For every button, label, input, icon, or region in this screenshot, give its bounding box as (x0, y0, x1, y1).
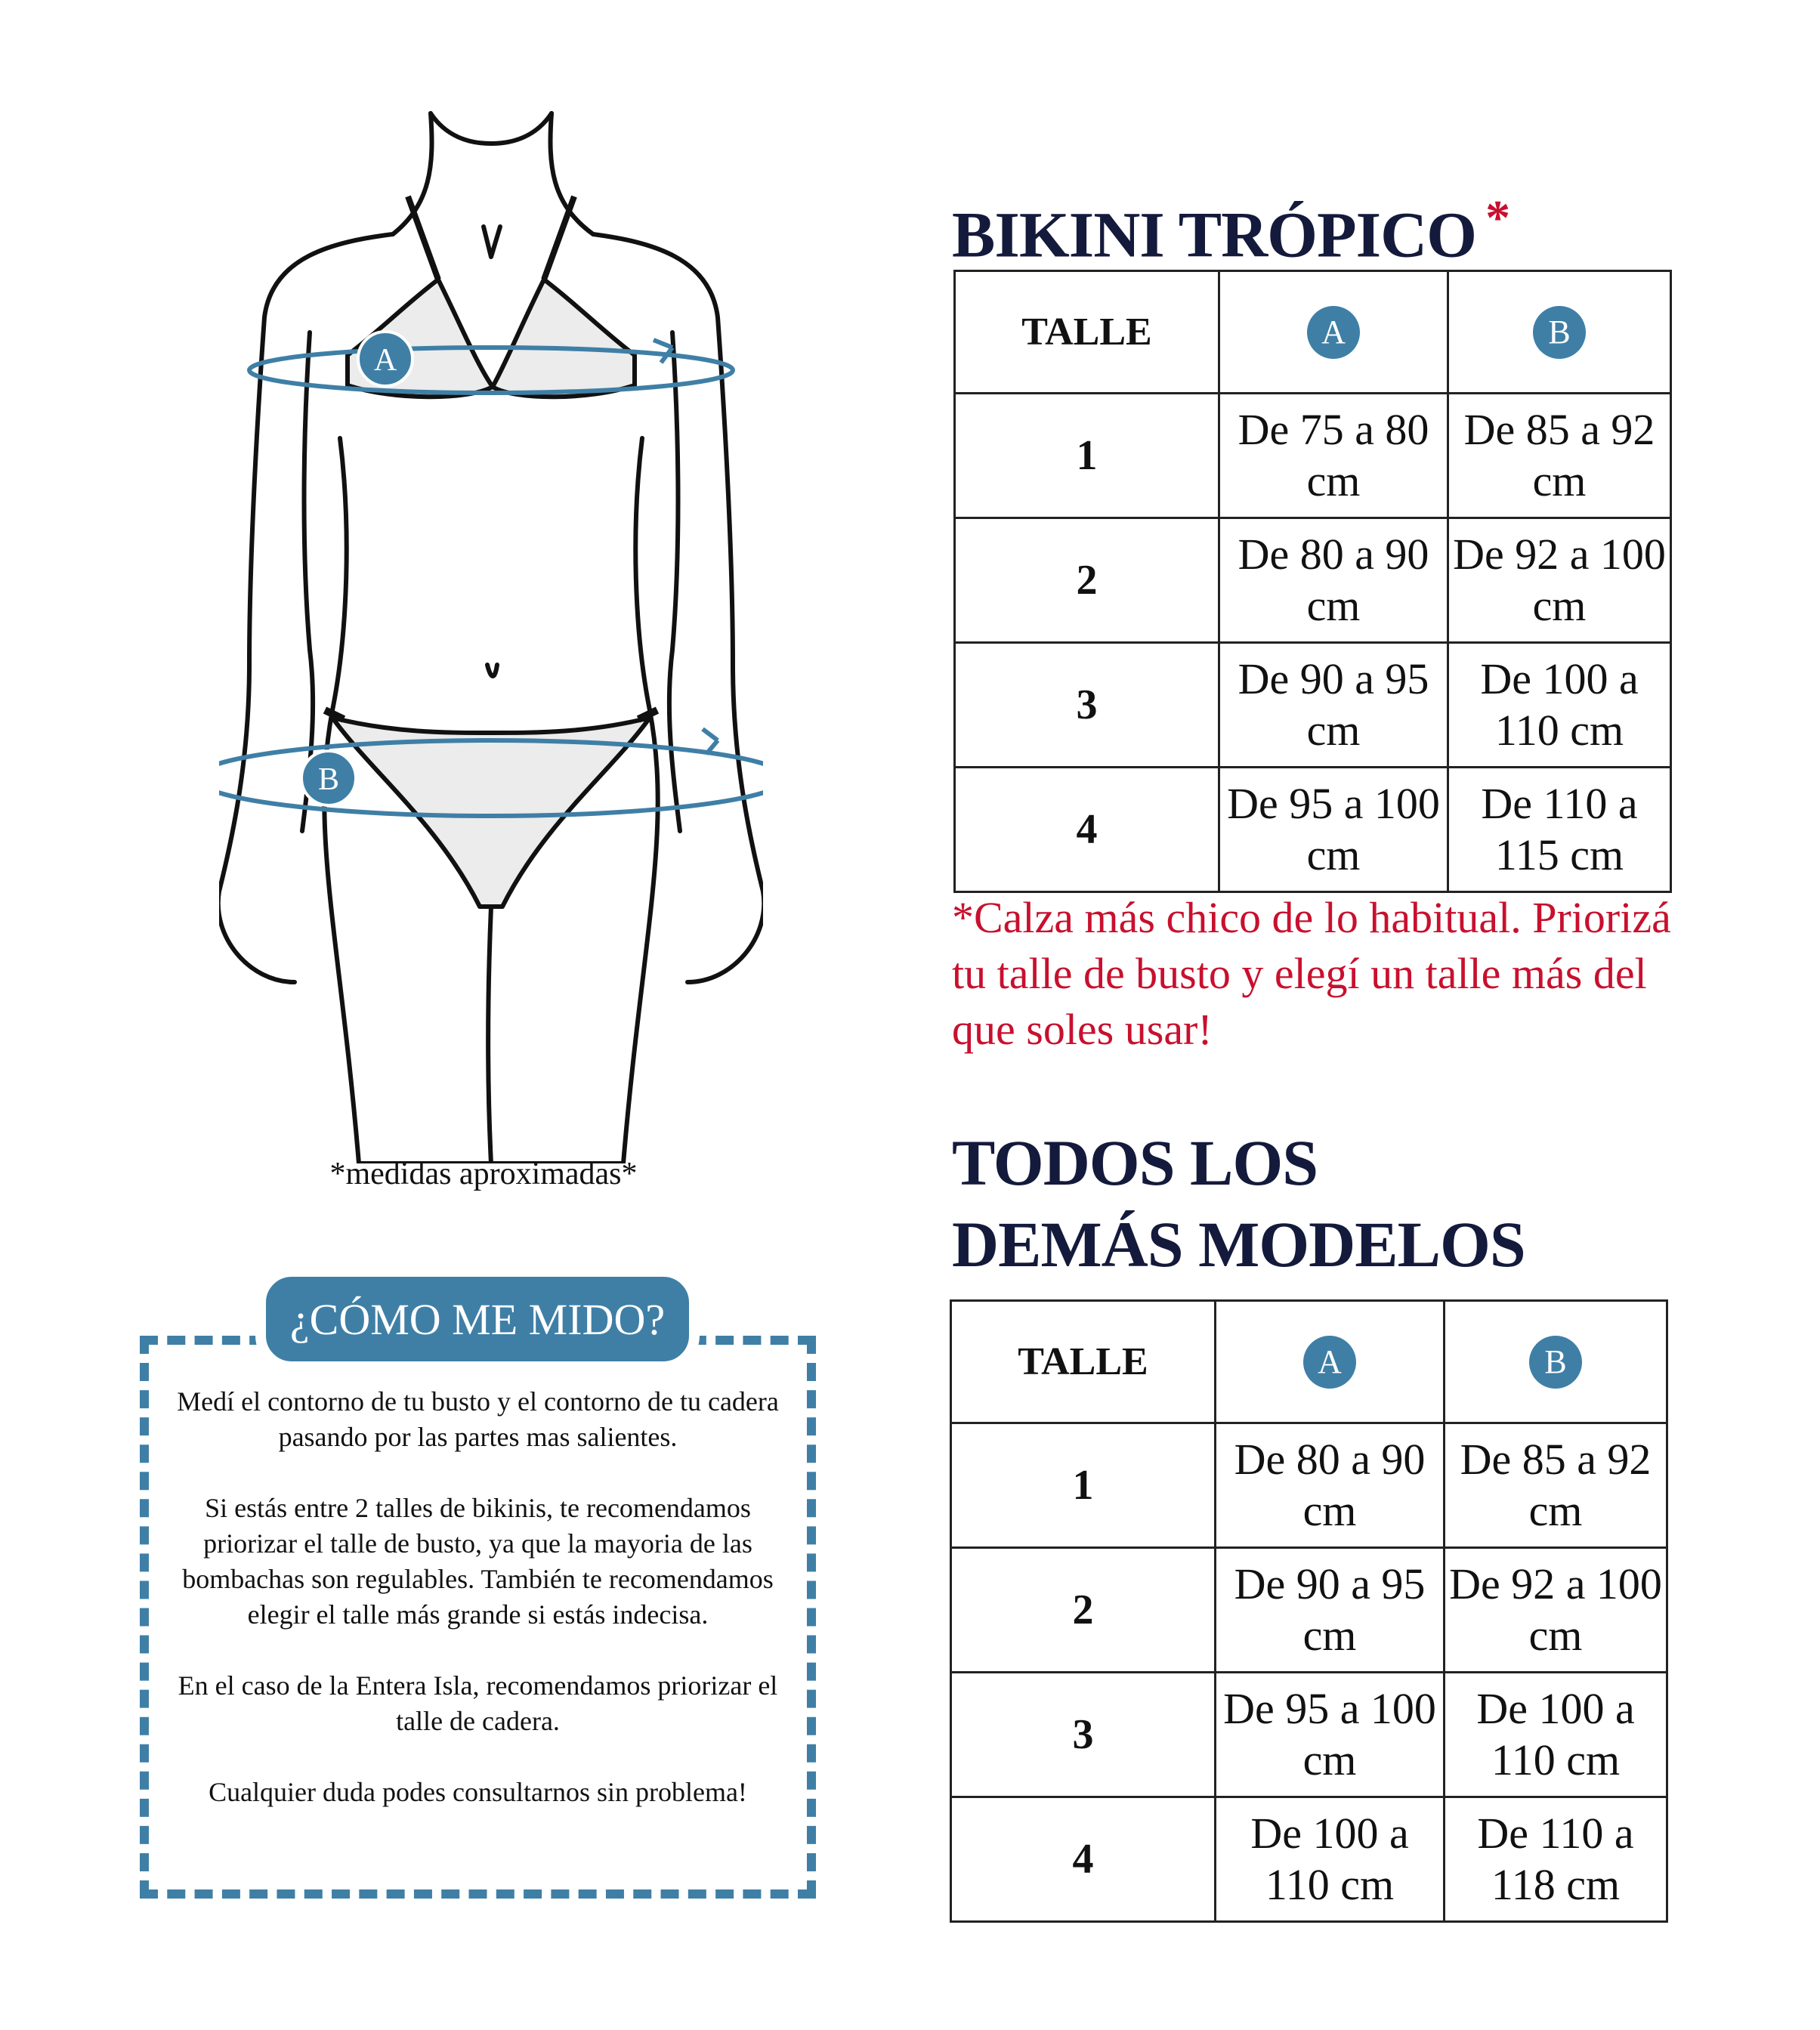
hip-cell: De 92 a 100 cm (1448, 518, 1671, 643)
svg-text:B: B (317, 762, 340, 797)
tropico-title-text: BIKINI TRÓPICO (952, 198, 1477, 271)
table-row (955, 518, 1671, 643)
hip-cell: De 100 a 110 cm (1445, 1673, 1667, 1797)
header-a (1219, 271, 1448, 394)
marker-b-icon: B (1533, 306, 1586, 359)
talle-cell: 2 (955, 518, 1219, 643)
talle-cell: 3 (951, 1673, 1216, 1797)
hip-cell: De 85 a 92 cm (1445, 1423, 1667, 1548)
svg-text:A: A (373, 343, 397, 378)
hip-cell: De 110 a 115 cm (1448, 768, 1671, 892)
talle-cell: 4 (951, 1797, 1216, 1922)
table-row (955, 394, 1671, 518)
howto-paragraph: Si estás entre 2 talles de bikinis, te recomendamos priorizar el talle de busto, ya que la mayoria de las bombachas son regulables. También te recomendamos elegir el talle más grande si estás indecisa. (182, 1493, 774, 1630)
tropico-star: * (1485, 190, 1510, 246)
talle-cell: 1 (951, 1423, 1216, 1548)
talle-cell: 4 (955, 768, 1219, 892)
howto-title: ¿CÓMO ME MIDO? (255, 1266, 700, 1372)
howto-paragraph: En el caso de la Entera Isla, recomendamos priorizar el talle de cadera. (178, 1670, 778, 1736)
table-row (955, 768, 1671, 892)
body-outline-icon (219, 106, 763, 1163)
tropico-title (952, 178, 1509, 276)
body-illustration (219, 106, 763, 1163)
bust-cell: De 100 a 110 cm (1216, 1797, 1445, 1922)
hip-cell: De 100 a 110 cm (1448, 643, 1671, 768)
others-size-table (950, 1299, 1668, 1923)
bust-cell: De 95 a 100 cm (1216, 1673, 1445, 1797)
header-b (1448, 271, 1671, 394)
marker-b (301, 751, 356, 805)
table-row (951, 1673, 1667, 1797)
tropico-size-table (953, 270, 1672, 893)
table-row (951, 1548, 1667, 1673)
hip-cell: De 85 a 92 cm (1448, 394, 1671, 518)
header-talle: TALLE (951, 1301, 1216, 1423)
marker-a (358, 332, 413, 386)
table-row (951, 1423, 1667, 1548)
bust-cell: De 90 a 95 cm (1216, 1548, 1445, 1673)
bust-cell: De 75 a 80 cm (1219, 394, 1448, 518)
table-row (955, 643, 1671, 768)
others-title-line1: TODOS LOS (952, 1126, 1318, 1199)
others-title-line2: DEMÁS MODELOS (952, 1208, 1525, 1281)
table-header-row (951, 1301, 1667, 1423)
marker-a-icon: A (1307, 306, 1360, 359)
bust-cell: De 90 a 95 cm (1219, 643, 1448, 768)
talle-cell: 3 (955, 643, 1219, 768)
tropico-note: *Calza más chico de lo habitual. Priorizá tu talle de busto y elegí un talle más del que soles usar! (952, 893, 1671, 1054)
talle-cell: 2 (951, 1548, 1216, 1673)
header-talle: TALLE (955, 271, 1219, 394)
howto-paragraph: Cualquier duda podes consultarnos sin problema! (209, 1777, 747, 1807)
howto-text (170, 1384, 786, 1846)
hip-cell: De 92 a 100 cm (1445, 1548, 1667, 1673)
figure-note: *medidas aproximadas* (329, 1157, 638, 1191)
marker-b-icon: B (1529, 1336, 1582, 1389)
header-b (1445, 1301, 1667, 1423)
others-title (952, 1122, 1525, 1285)
header-a (1216, 1301, 1445, 1423)
talle-cell: 1 (955, 394, 1219, 518)
table-header-row (955, 271, 1671, 394)
hip-cell: De 110 a 118 cm (1445, 1797, 1667, 1922)
bust-cell: De 80 a 90 cm (1216, 1423, 1445, 1548)
bust-cell: De 95 a 100 cm (1219, 768, 1448, 892)
howto-paragraph: Medí el contorno de tu busto y el contorno de tu cadera pasando por las partes mas salientes. (177, 1386, 779, 1452)
table-row (951, 1797, 1667, 1922)
marker-a-icon: A (1303, 1336, 1356, 1389)
bust-cell: De 80 a 90 cm (1219, 518, 1448, 643)
